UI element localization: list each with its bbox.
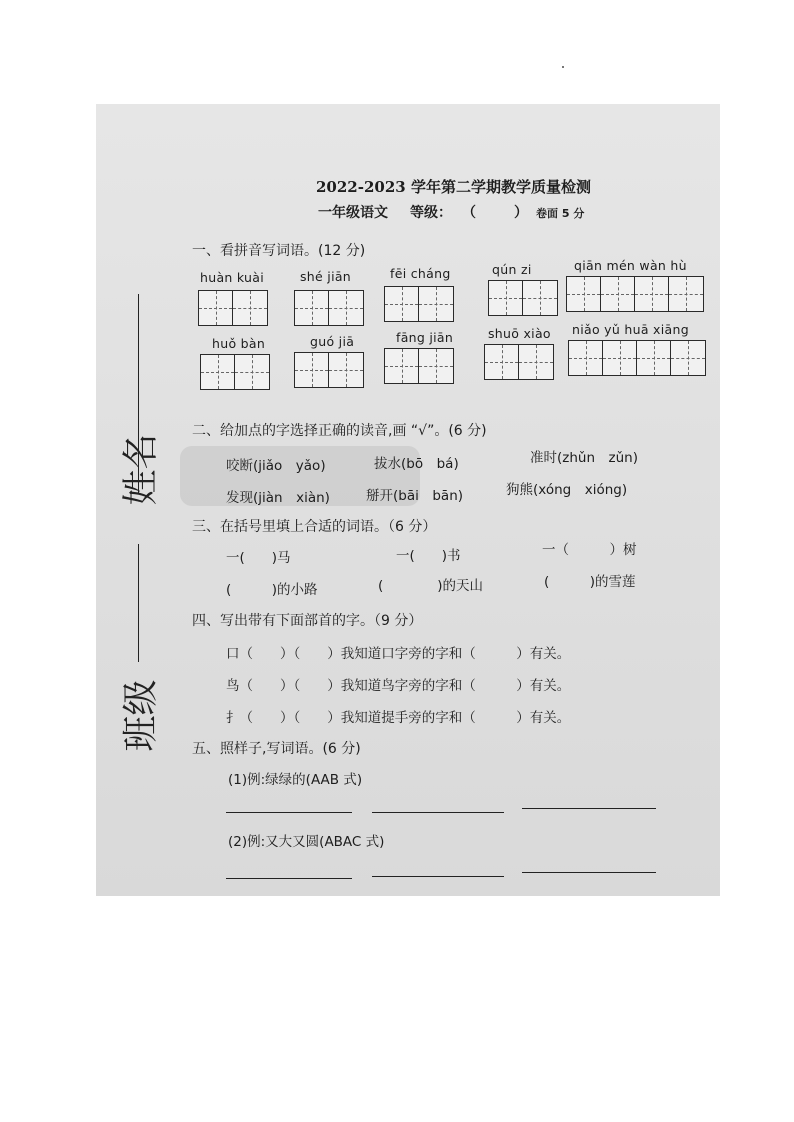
pinyin-r1-5: qiān mén wàn hù (574, 258, 687, 273)
write-grid-r1-5[interactable] (566, 276, 704, 312)
write-grid-r1-2[interactable] (294, 290, 364, 326)
example-1: (1)例:绿绿的(AAB 式) (228, 772, 363, 788)
write-grid-r2-3[interactable] (384, 348, 454, 384)
speck (562, 66, 564, 68)
section3-heading: 三、在括号里填上合适的词语。（6 分） (192, 519, 437, 535)
handwritten-name-label: 姓名 (120, 433, 162, 506)
write-grid-r2-4[interactable] (484, 344, 554, 380)
grade-label: 等级： (410, 205, 452, 221)
neatness-score: 卷面 5 分 (536, 207, 585, 220)
subject-label: 一年级语文 (318, 205, 388, 221)
pinyin-r2-1: huǒ bàn (212, 336, 266, 351)
pinyin-r1-4: qún zi (492, 262, 532, 277)
pinyin-r2-5: niǎo yǔ huā xiāng (572, 322, 689, 337)
answer-line-1c[interactable] (522, 808, 656, 809)
write-grid-r1-1[interactable] (198, 290, 268, 326)
pinyin-r1-3: fēi cháng (390, 266, 451, 281)
section5-heading: 五、照样子,写词语。(6 分) (192, 741, 361, 757)
section1-heading: 一、看拼音写词语。(12 分) (192, 243, 366, 259)
fill-word-5[interactable]: ( )的天山 (378, 578, 484, 594)
grade-paren-close: ） (514, 205, 528, 221)
exam-photo (96, 104, 720, 896)
section2-heading: 二、给加点的字选择正确的读音,画 “√”。(6 分) (192, 423, 487, 439)
grade-paren-open: （ (462, 205, 476, 221)
radical-row-1[interactable]: 口（ ）（ ）我知道口字旁的字和（ ）有关。 (226, 646, 571, 662)
exam-subtitle (318, 202, 584, 222)
fill-word-6[interactable]: ( )的雪莲 (544, 574, 636, 590)
answer-line-2b[interactable] (372, 876, 504, 877)
write-grid-r2-2[interactable] (294, 352, 364, 388)
write-grid-r1-3[interactable] (384, 286, 454, 322)
pinyin-r1-2: shé jiān (300, 269, 352, 284)
pinyin-r2-3: fāng jiān (396, 330, 454, 345)
fill-word-1[interactable]: 一( )马 (226, 550, 291, 566)
reading-choice-3[interactable]: 准时(zhǔn zǔn) (530, 450, 638, 466)
fill-word-2[interactable]: 一( )书 (396, 548, 461, 564)
reading-choice-4[interactable]: 发现(jiàn xiàn) (226, 490, 330, 506)
fill-word-3[interactable]: 一（ ）树 (542, 542, 637, 558)
fill-word-4[interactable]: ( )的小路 (226, 582, 318, 598)
radical-row-2[interactable]: 鸟（ ）（ ）我知道鸟字旁的字和（ ）有关。 (226, 678, 571, 694)
handwritten-class-label: 班级 (120, 679, 162, 752)
section4-heading: 四、写出带有下面部首的字。（9 分） (192, 613, 423, 629)
answer-line-2c[interactable] (522, 872, 656, 873)
example-2: (2)例:又大又圆(ABAC 式) (228, 834, 385, 850)
write-grid-r2-1[interactable] (200, 354, 270, 390)
pinyin-r2-2: guó jiā (310, 334, 355, 349)
answer-line-1a[interactable] (226, 812, 352, 813)
answer-line-1b[interactable] (372, 812, 504, 813)
answer-line-2a[interactable] (226, 878, 352, 879)
reading-choice-2[interactable]: 拔水(bō bá) (374, 456, 459, 472)
reading-choice-5[interactable]: 掰开(bāi bān) (366, 488, 464, 504)
pinyin-r1-1: huàn kuài (200, 270, 265, 285)
write-grid-r1-4[interactable] (488, 280, 558, 316)
class-write-line (138, 544, 139, 662)
reading-choice-1[interactable]: 咬断(jiǎo yǎo) (226, 458, 326, 474)
exam-title: 2022-2023 学年第二学期教学质量检测 (316, 178, 591, 196)
reading-choice-6[interactable]: 狗熊(xóng xióng) (506, 482, 628, 498)
write-grid-r2-5[interactable] (568, 340, 706, 376)
pinyin-r2-4: shuō xiào (488, 326, 551, 341)
radical-row-3[interactable]: 扌（ ）（ ）我知道提手旁的字和（ ）有关。 (226, 710, 571, 726)
